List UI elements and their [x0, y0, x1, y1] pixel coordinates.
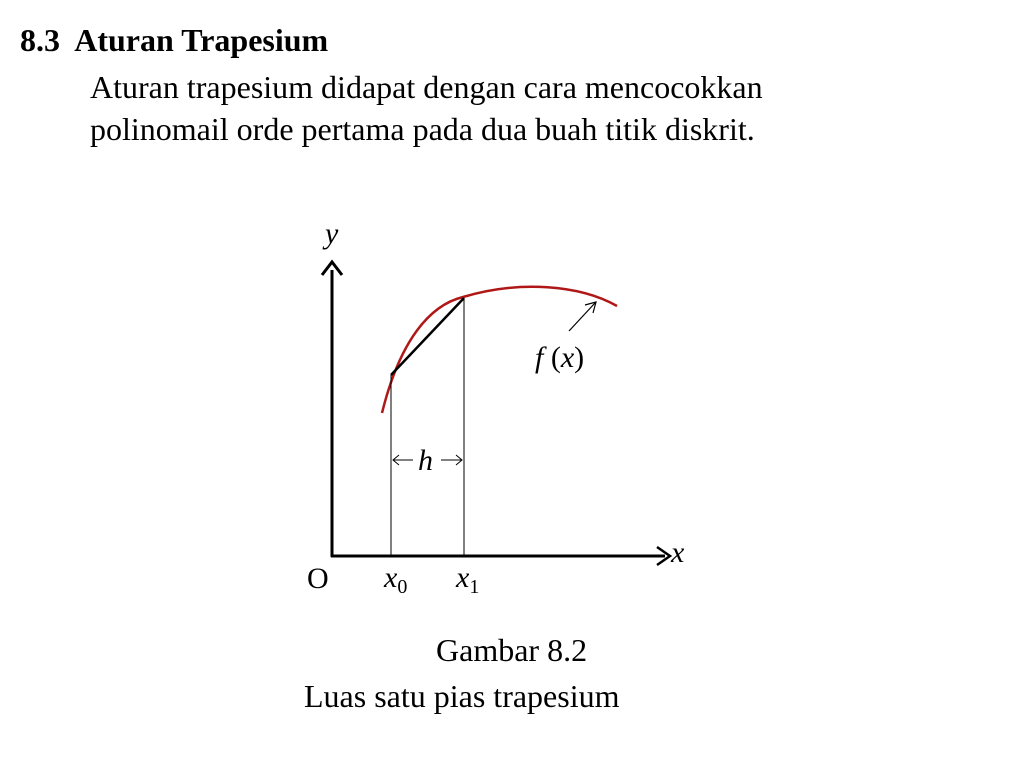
paragraph-line-1: Aturan trapesium didapat dengan cara mencocokkan — [90, 69, 763, 105]
figure-caption-number: Gambar 8.2 — [436, 632, 588, 668]
fx-pointer-line — [569, 303, 595, 331]
section-number: 8.3 — [20, 22, 60, 58]
x0-label: $x_0$ — [384, 561, 408, 598]
x1-label: $x_1$ — [456, 561, 480, 598]
h-label: h — [418, 444, 433, 477]
figure-caption-text: Luas satu pias trapesium — [304, 678, 620, 714]
x-axis-label: x — [671, 536, 685, 569]
fx-label: f (x) — [535, 341, 585, 374]
y-axis-label: y — [325, 217, 339, 250]
trapezoid-chord — [391, 298, 464, 375]
paragraph-line-2: polinomail orde pertama pada dua buah titik diskrit. — [90, 111, 755, 147]
section-title: Aturan Trapesium — [74, 22, 329, 58]
origin-label: O — [307, 562, 329, 595]
